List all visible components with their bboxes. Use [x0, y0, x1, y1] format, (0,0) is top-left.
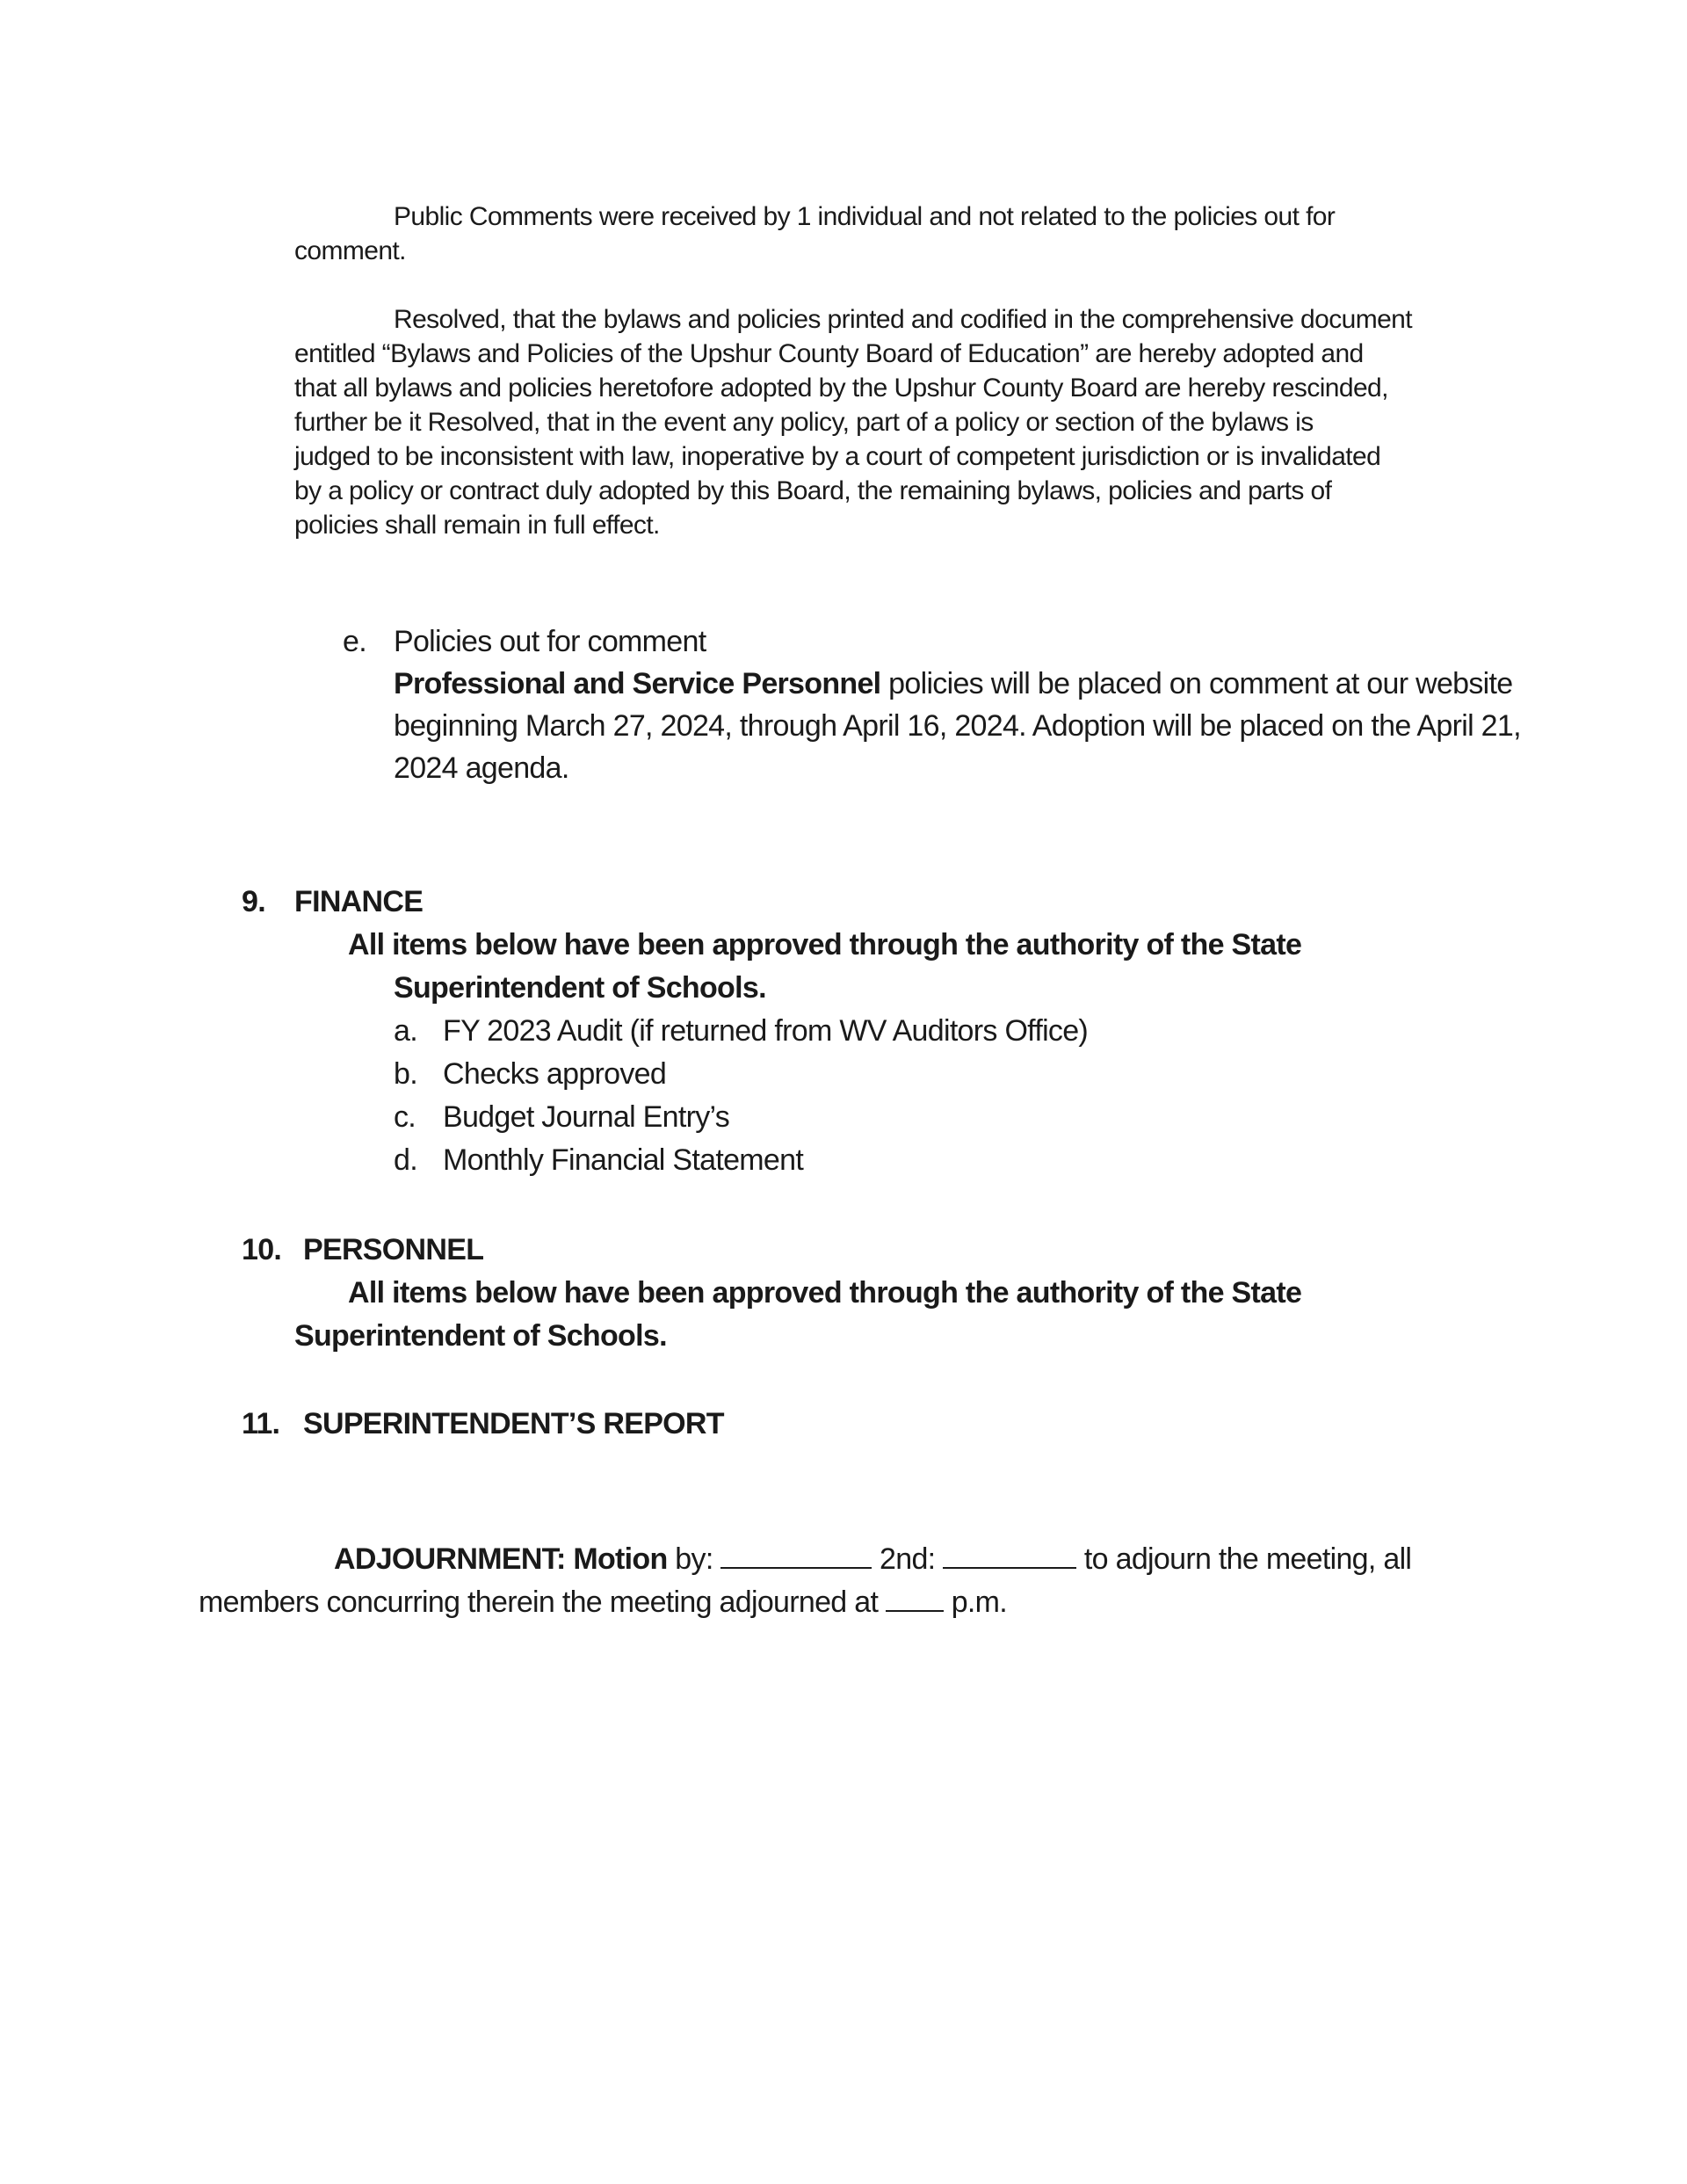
- finance-heading: FINANCE: [294, 885, 424, 918]
- personnel-number: 10.: [242, 1233, 282, 1266]
- adjournment-second: 2nd:: [872, 1542, 944, 1576]
- resolution-line-7: policies shall remain in full effect.: [294, 511, 660, 540]
- adjourned-time-blank[interactable]: [886, 1584, 944, 1612]
- motion-by-blank[interactable]: [720, 1541, 872, 1569]
- finance-item-c-text: Budget Journal Entry’s: [443, 1100, 730, 1134]
- resolution-line-4: further be it Resolved, that in the event any policy, part of a policy or section of the bylaws is: [294, 408, 1314, 437]
- resolution-line-3: that all bylaws and policies heretofore adopted by the Upshur County Board are hereby rescinded,: [294, 374, 1388, 403]
- public-comments-line-2: comment.: [294, 236, 406, 265]
- superintendent-number: 11.: [242, 1407, 280, 1440]
- resolution-line-1: Resolved, that the bylaws and policies printed and codified in the comprehensive document: [394, 305, 1412, 334]
- item-e-bold-lead: Professional and Service Personnel: [394, 667, 881, 700]
- finance-item-c-marker: c.: [394, 1100, 416, 1134]
- adjournment-line-1: [334, 1538, 1411, 1580]
- item-e-line-2: beginning March 27, 2024, through April 16, 2024. Adoption will be placed on the April 21,: [394, 709, 1521, 743]
- resolution-line-5: judged to be inconsistent with law, inoperative by a court of competent jurisdiction or is invalidated: [294, 442, 1381, 471]
- finance-item-b-text: Checks approved: [443, 1057, 667, 1091]
- adjournment-label: ADJOURNMENT:: [334, 1542, 566, 1576]
- item-e-title: Policies out for comment: [394, 625, 706, 658]
- superintendent-heading: SUPERINTENDENT’S REPORT: [303, 1407, 724, 1440]
- finance-approval-line-1: All items below have been approved through the authority of the State: [348, 928, 1302, 961]
- finance-item-d-marker: d.: [394, 1143, 417, 1177]
- item-e-line-3: 2024 agenda.: [394, 751, 569, 785]
- finance-number: 9.: [242, 885, 265, 918]
- finance-item-a-text: FY 2023 Audit (if returned from WV Auditors Office): [443, 1014, 1089, 1048]
- resolution-line-6: by a policy or contract duly adopted by this Board, the remaining bylaws, policies and parts of: [294, 476, 1332, 505]
- personnel-approval-line-2: Superintendent of Schools.: [294, 1319, 667, 1353]
- adjournment-motion: Motion: [573, 1542, 668, 1576]
- item-e-line-1-rest: policies will be placed on comment at our website: [880, 667, 1513, 700]
- finance-approval-line-2: Superintendent of Schools.: [394, 971, 766, 1005]
- adjournment-line-2-text: members concurring therein the meeting adjourned at: [199, 1585, 886, 1619]
- second-by-blank[interactable]: [943, 1541, 1076, 1569]
- item-e-line-1: [394, 663, 1512, 705]
- finance-item-d-text: Monthly Financial Statement: [443, 1143, 804, 1177]
- public-comments-line-1: Public Comments were received by 1 individual and not related to the policies out for: [394, 202, 1336, 231]
- personnel-approval-line-1: All items below have been approved through the authority of the State: [348, 1276, 1302, 1310]
- finance-item-b-marker: b.: [394, 1057, 417, 1091]
- finance-item-a-marker: a.: [394, 1014, 417, 1048]
- item-e-marker: e.: [343, 625, 366, 658]
- adjournment-by: by:: [667, 1542, 721, 1576]
- adjournment-rest: to adjourn the meeting, all: [1076, 1542, 1412, 1576]
- resolution-line-2: entitled “Bylaws and Policies of the Upshur County Board of Education” are hereby adopted and: [294, 339, 1364, 368]
- personnel-heading: PERSONNEL: [303, 1233, 484, 1266]
- adjournment-pm: p.m.: [943, 1585, 1008, 1619]
- adjournment-line-2: [199, 1581, 1007, 1623]
